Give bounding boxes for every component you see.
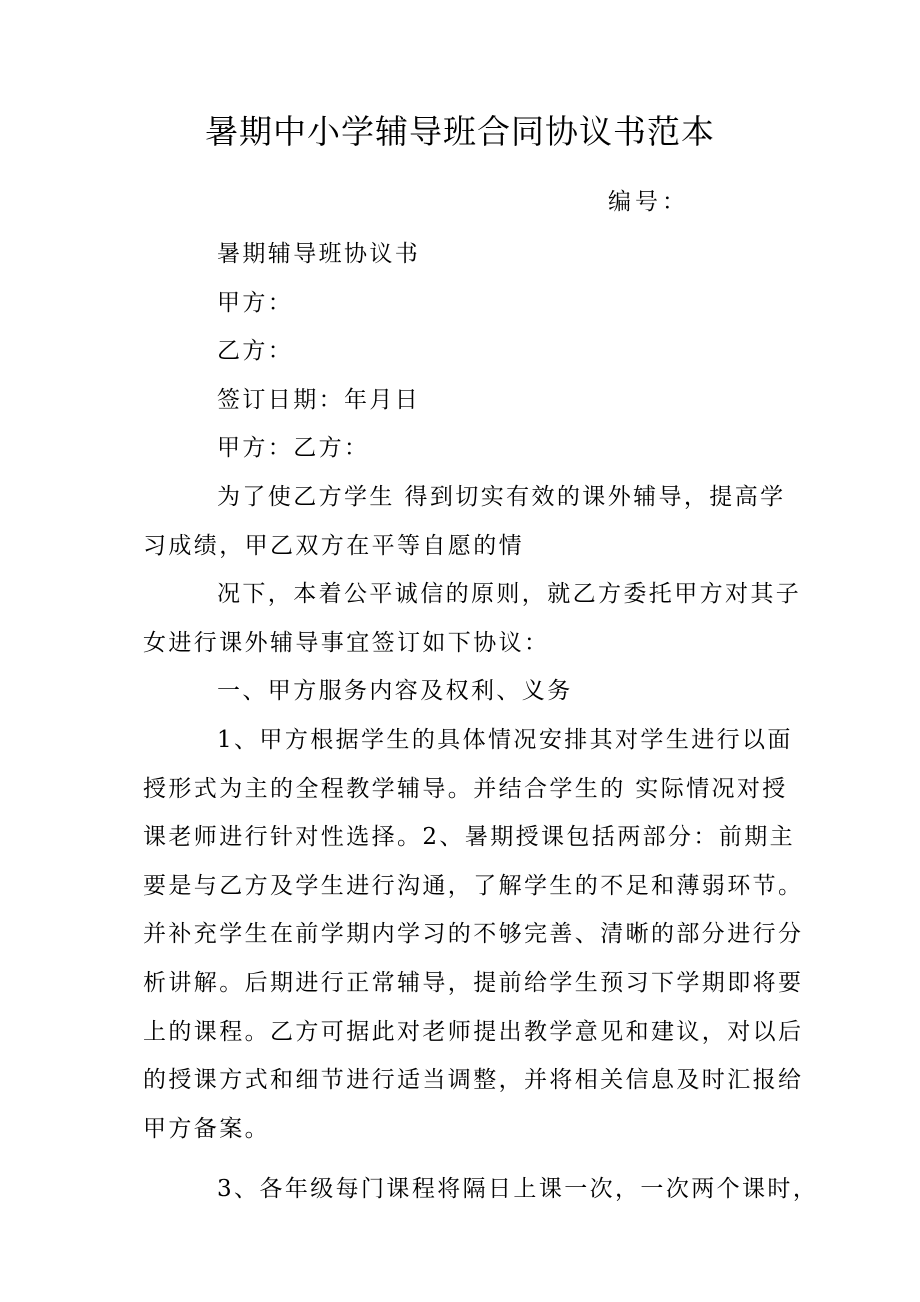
text-line: 签订日期：年月日 [217,386,421,413]
paragraph-gap [143,1153,783,1165]
document-body [143,230,819,1214]
text-line: 习成绩，甲乙双方在平等自愿的情 [143,532,524,559]
text-line: 上的课程。乙方可据此对老师提出教学意见和建议，对以后 [143,1018,804,1045]
text-line: 一、甲方服务内容及权利、义务 [217,678,573,705]
text-line: 析讲解。后期进行正常辅导，提前给学生预习下学期即将要 [143,969,804,996]
document-number-label: 编号： [608,189,689,215]
text-line: 的授课方式和细节进行适当调整，并将相关信息及时汇报给 [143,1067,804,1094]
text-line: 3、各年级每门课程将隔日上课一次，一次两个课时， [217,1176,819,1203]
text-line: 况下，本着公平诚信的原则，就乙方委托甲方对其子 [217,581,802,608]
document-title: 暑期中小学辅导班合同协议书范本 [205,112,715,151]
text-line: 甲方备案。 [143,1115,270,1142]
text-line: 甲方： [217,289,294,316]
text-line: 甲方：乙方： [217,435,370,462]
text-line: 1、甲方根据学生的具体情况安排其对学生进行以面 [217,726,793,753]
text-line: 要是与乙方及学生进行沟通，了解学生的不足和薄弱环节。 [143,872,804,899]
text-line: 乙方： [217,338,294,365]
text-line: 并补充学生在前学期内学习的不够完善、清晰的部分进行分 [143,921,804,948]
text-line: 女进行课外辅导事宜签订如下协议： [143,629,550,656]
text-line: 课老师进行针对性选择。2、暑期授课包括两部分：前期主 [143,824,796,851]
text-line: 为了使乙方学生 得到切实有效的课外辅导，提高学 [217,483,786,510]
text-line: 授形式为主的全程教学辅导。并结合学生的 实际情况对授 [143,775,788,802]
text-line: 暑期辅导班协议书 [217,241,421,267]
